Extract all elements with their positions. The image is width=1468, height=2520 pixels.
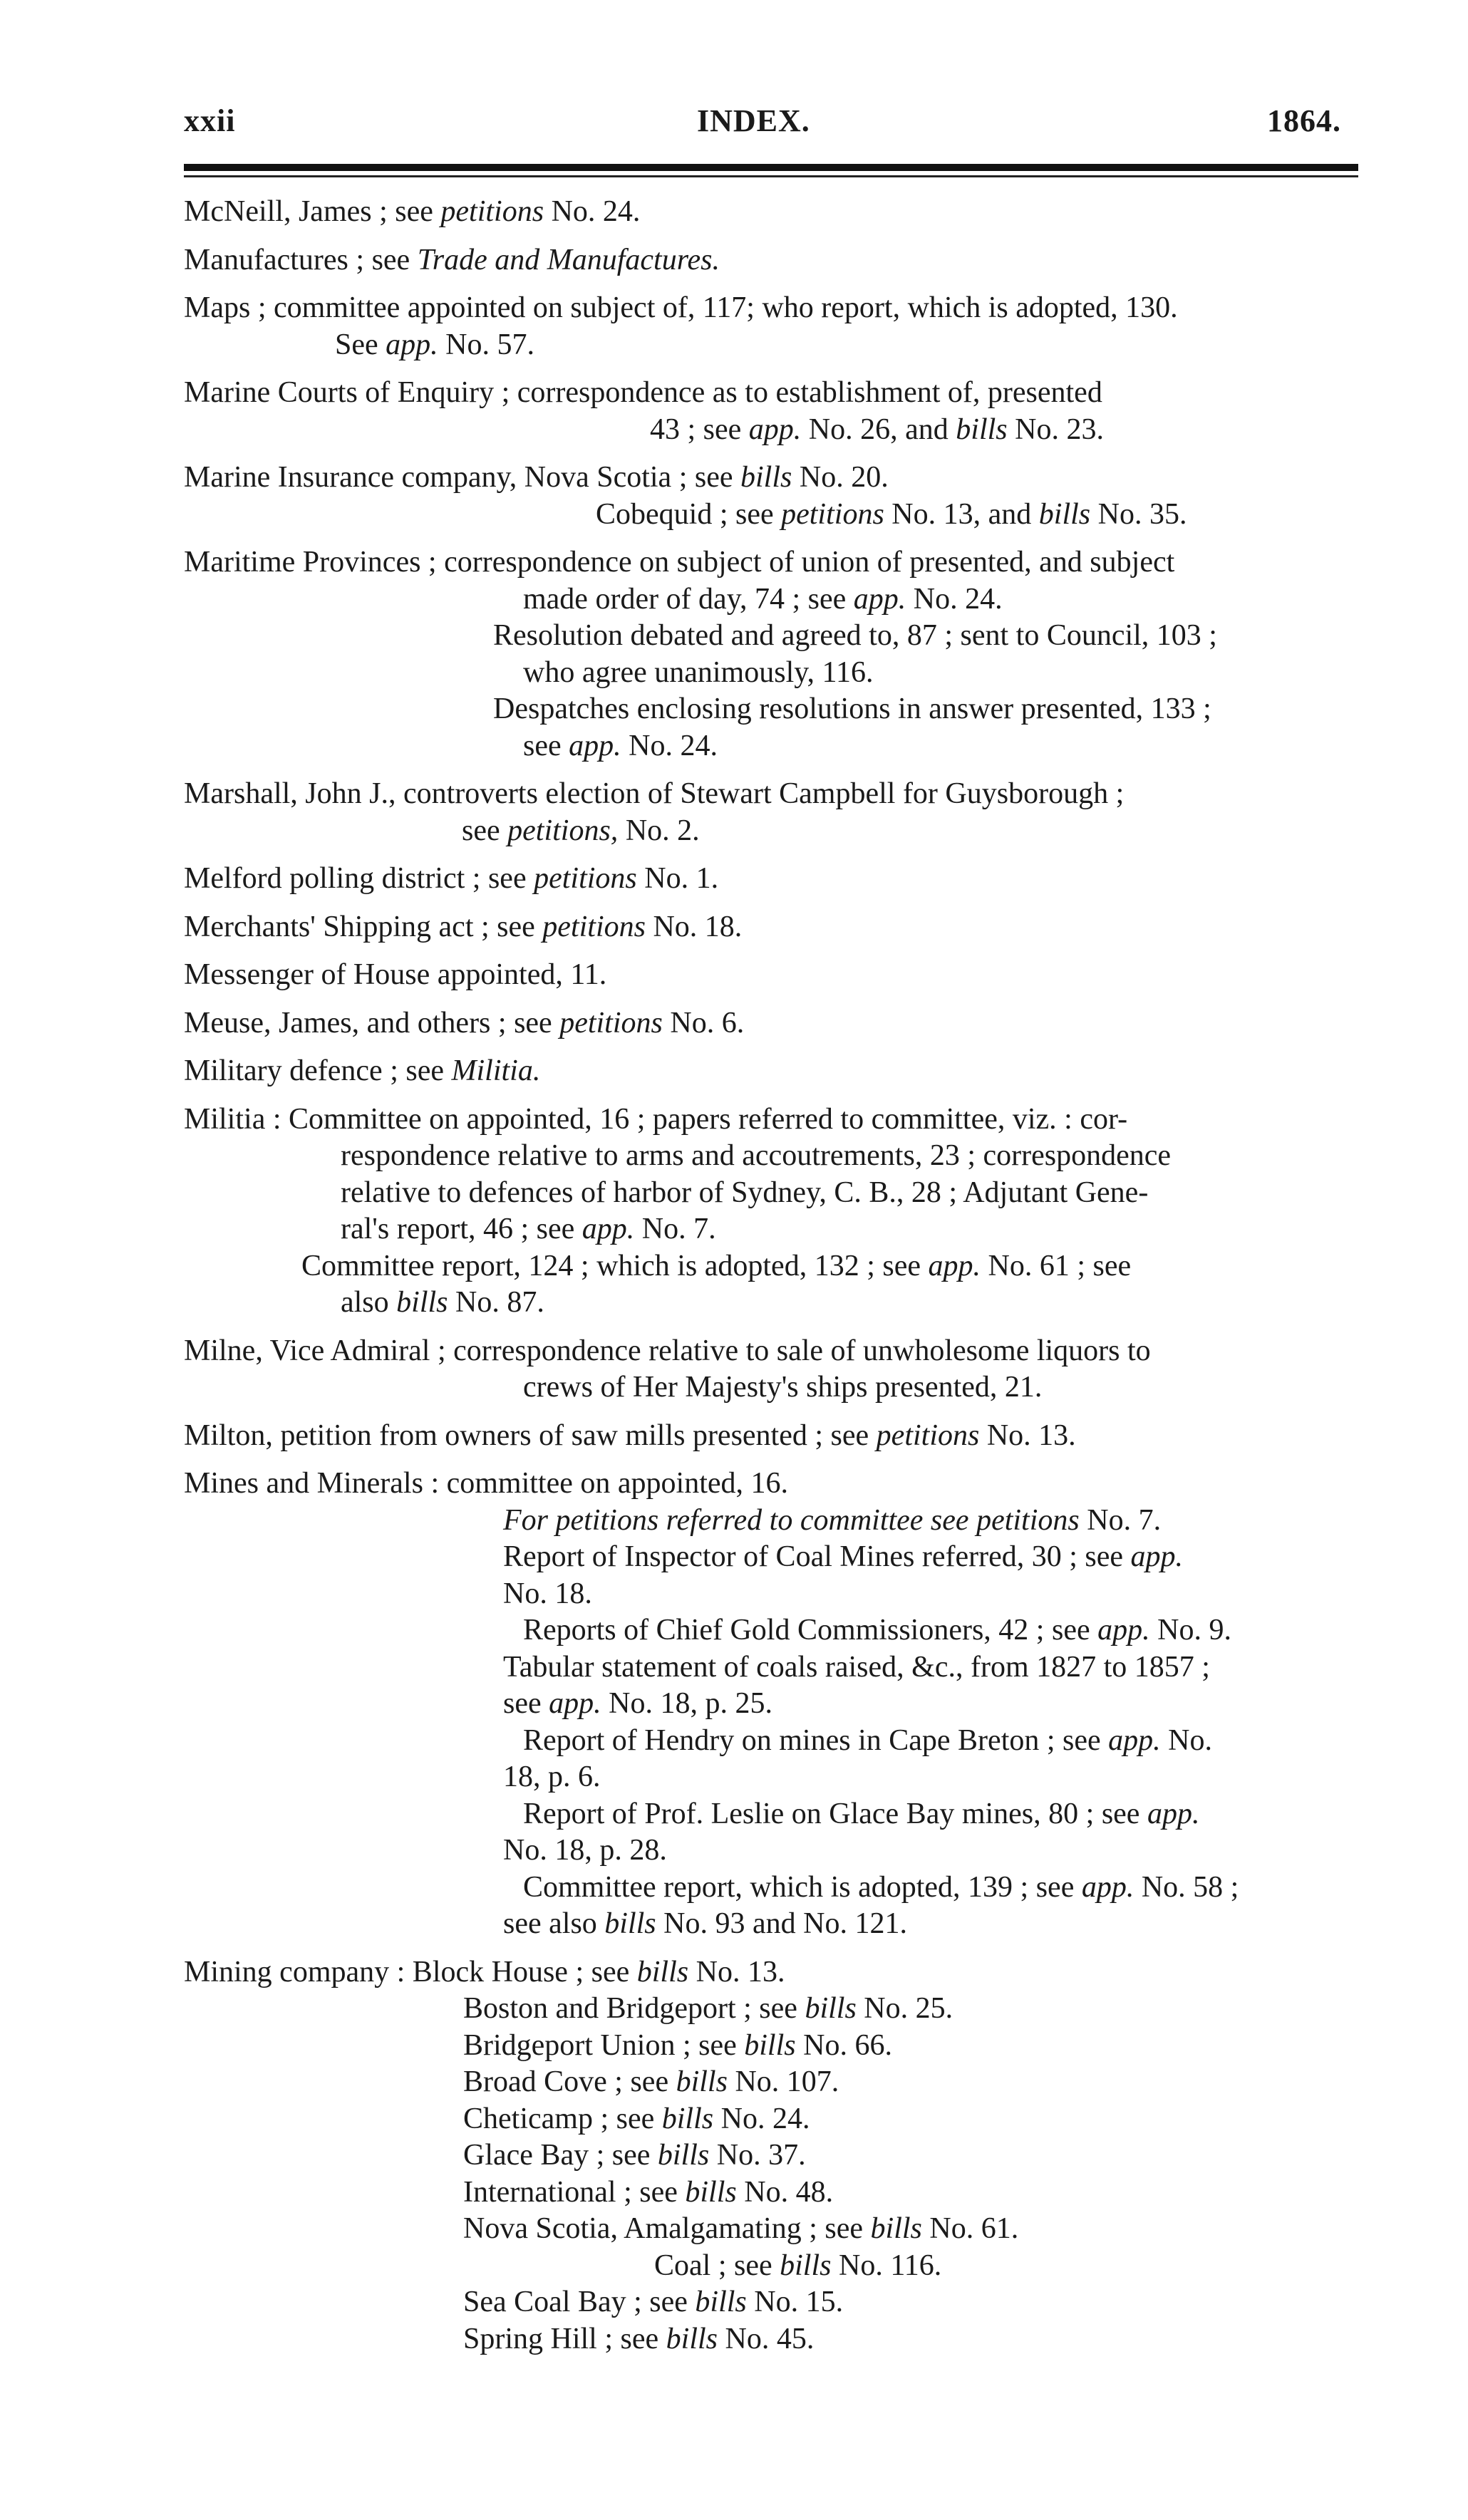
index-entry <box>184 1466 1367 1943</box>
index-entries <box>184 194 1367 2369</box>
entry-subline: Spring Hill ; see bills No. 45. <box>463 2322 815 2355</box>
entry-heading-line: Melford polling district ; see petitions No. 1. <box>184 862 719 895</box>
entry-subline: No. 18, p. 28. <box>503 1834 667 1867</box>
entry-heading-line: Militia : Committee on appointed, 16 ; papers referred to committee, viz. : cor- <box>184 1102 1128 1136</box>
index-entry <box>184 290 1367 363</box>
header-rule <box>184 164 1358 171</box>
entry-heading-line: McNeill, James ; see petitions No. 24. <box>184 195 641 228</box>
index-entry <box>184 460 1367 533</box>
entry-subline: Report of Hendry on mines in Cape Breton ; see app. No. <box>523 1723 1212 1757</box>
entry-heading-line: Marshall, John J., controverts election of Stewart Campbell for Guysborough ; <box>184 777 1125 810</box>
index-entry <box>184 194 1367 231</box>
entry-heading-line: Meuse, James, and others ; see petitions No. 6. <box>184 1006 745 1039</box>
index-entry <box>184 375 1367 448</box>
entry-subline: 43 ; see app. No. 26, and bills No. 23. <box>650 413 1104 446</box>
page-year: 1864. <box>1267 103 1341 138</box>
entry-heading-line: Messenger of House appointed, 11. <box>184 958 607 991</box>
index-entry <box>184 544 1367 764</box>
entry-subline: Despatches enclosing resolutions in answer presented, 133 ; <box>493 693 1211 725</box>
entry-subline: See app. No. 57. <box>335 328 534 361</box>
entry-subline: crews of Her Majesty's ships presented, 21. <box>523 1371 1043 1404</box>
entry-heading-line: Milne, Vice Admiral ; correspondence relative to sale of unwholesome liquors to <box>184 1334 1151 1367</box>
entry-subline: Cheticamp ; see bills No. 24. <box>463 2102 810 2135</box>
entry-subline: see app. No. 24. <box>523 729 718 762</box>
entry-subline: Bridgeport Union ; see bills No. 66. <box>463 2028 892 2062</box>
index-entry <box>184 242 1367 279</box>
index-entry <box>184 1954 1367 2358</box>
entry-subline: also bills No. 87. <box>341 1286 544 1319</box>
entry-heading-line: Marine Insurance company, Nova Scotia ; see bills No. 20. <box>184 461 889 494</box>
entry-subline: see app. No. 18, p. 25. <box>503 1687 772 1720</box>
index-entry <box>184 1333 1367 1406</box>
entry-subline: Boston and Bridgeport ; see bills No. 25. <box>463 1992 953 2025</box>
entry-subline: Nova Scotia, Amalgamating ; see bills No. 61. <box>463 2212 1019 2245</box>
entry-heading-line: Manufactures ; see Trade and Manufactures. <box>184 243 720 276</box>
page-number: xxii <box>184 103 236 138</box>
entry-heading-line: Milton, petition from owners of saw mills presented ; see petitions No. 13. <box>184 1419 1076 1452</box>
entry-subline: Tabular statement of coals raised, &c., from 1827 to 1857 ; <box>503 1650 1210 1684</box>
index-entry <box>184 1053 1367 1090</box>
page-title: INDEX. <box>697 103 810 138</box>
entry-subline: Coal ; see bills No. 116. <box>654 2249 942 2282</box>
entry-heading-line: Maritime Provinces ; correspondence on subject of union of presented, and subject <box>184 546 1175 579</box>
index-entry <box>184 1005 1367 1042</box>
entry-subline: For petitions referred to committee see petitions No. 7. <box>503 1503 1162 1537</box>
entry-subline: Resolution debated and agreed to, 87 ; sent to Council, 103 ; <box>493 619 1217 652</box>
entry-subline: Sea Coal Bay ; see bills No. 15. <box>463 2286 844 2318</box>
entry-subline: made order of day, 74 ; see app. No. 24. <box>523 582 1003 616</box>
entry-subline: see also bills No. 93 and No. 121. <box>503 1907 907 1940</box>
index-entry <box>184 1101 1367 1322</box>
entry-subline: Cobequid ; see petitions No. 13, and bills No. 35. <box>596 497 1187 531</box>
entry-subline: Report of Prof. Leslie on Glace Bay mines, 80 ; see app. <box>523 1797 1200 1830</box>
index-entry <box>184 1418 1367 1455</box>
entry-subline: International ; see bills No. 48. <box>463 2175 834 2209</box>
entry-subline: Committee report, 124 ; which is adopted, 132 ; see app. No. 61 ; see <box>301 1249 1132 1282</box>
entry-subline: respondence relative to arms and accoutrements, 23 ; correspondence <box>341 1139 1172 1172</box>
entry-subline: 18, p. 6. <box>503 1761 601 1793</box>
entry-subline: ral's report, 46 ; see app. No. 7. <box>341 1213 716 1245</box>
entry-subline: Broad Cove ; see bills No. 107. <box>463 2065 839 2098</box>
header-rule-thin <box>184 175 1358 177</box>
entry-heading-line: Military defence ; see Militia. <box>184 1054 541 1087</box>
entry-subline: Glace Bay ; see bills No. 37. <box>463 2139 806 2172</box>
entry-heading-line: Mines and Minerals : committee on appointed, 16. <box>184 1467 788 1500</box>
entry-heading-line: Merchants' Shipping act ; see petitions No. 18. <box>184 910 743 943</box>
index-entry <box>184 861 1367 898</box>
entry-heading-line: Marine Courts of Enquiry ; correspondence as to establishment of, presented <box>184 376 1102 409</box>
index-entry <box>184 957 1367 994</box>
entry-subline: Committee report, which is adopted, 139 ; see app. No. 58 ; <box>523 1870 1239 1904</box>
entry-subline: No. 18. <box>503 1577 592 1610</box>
entry-heading-line: Maps ; committee appointed on subject of, 117; who report, which is adopted, 130. <box>184 291 1178 324</box>
entry-subline: relative to defences of harbor of Sydney, C. B., 28 ; Adjutant Gene- <box>341 1176 1149 1209</box>
entry-heading-line: Mining company : Block House ; see bills No. 13. <box>184 1955 785 1988</box>
entry-subline: see petitions, No. 2. <box>462 814 700 847</box>
entry-subline: Reports of Chief Gold Commissioners, 42 ; see app. No. 9. <box>523 1614 1231 1647</box>
entry-subline: who agree unanimously, 116. <box>523 655 874 689</box>
index-entry <box>184 776 1367 849</box>
index-entry <box>184 909 1367 946</box>
entry-subline: Report of Inspector of Coal Mines referred, 30 ; see app. <box>503 1540 1184 1573</box>
